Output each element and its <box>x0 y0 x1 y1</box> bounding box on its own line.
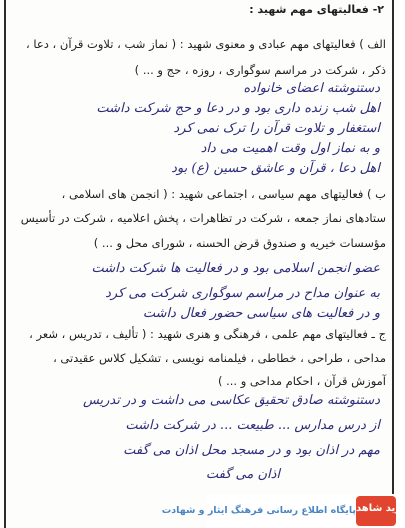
watermark-caption: پایگاه اطلاع رسانی فرهنگ ایثار و شهادت <box>161 505 356 516</box>
section-a-handwritten-line-1: دستنوشته اعضای خانواده <box>243 81 380 96</box>
right-border-line <box>392 0 394 528</box>
section-c-printed-line-3: آموزش قرآن ، احکام مداحی و ... ) <box>217 374 386 388</box>
section-c-handwritten-line-1: دستنوشته صادق تحقیق عکاسی می داشت و در تدریس <box>82 393 380 408</box>
section-c-printed-line-1: ج ـ فعالیتهای مهم علمی ، فرهنگی و هنری شهید : ( تألیف ، تدریس ، شعر ، <box>29 327 386 341</box>
section-b-printed-line-3: مؤسسات خیریه و صندوق قرض الحسنه ، شورای محل و ... ) <box>93 236 386 250</box>
section-c-handwritten-line-2: از درس مدارس ... طبیعت ... در شرکت داشت <box>125 418 380 433</box>
section-a-handwritten-line-2: اهل شب زنده داری بود و در دعا و حج شرکت داشت <box>96 101 380 116</box>
document-heading: ۲- فعالیتهای مهم شهید : <box>249 3 384 16</box>
section-a-printed-line-1: الف ) فعالیتهای مهم عبادی و معنوی شهید : ( نماز شب ، تلاوت قرآن ، دعا ، <box>26 37 386 51</box>
section-c-printed-line-2: مداحی ، طراحی ، خطاطی ، فیلمنامه نویسی ، تشکیل کلاس عقیدتی ، <box>53 351 386 365</box>
section-b-printed-line-2: ستادهای نماز جمعه ، شرکت در تظاهرات ، پخش اعلامیه ، شرکت در تأسیس <box>20 211 386 225</box>
watermark-logo-text: نوید شاهد <box>356 503 405 514</box>
section-a-printed-line-2: ذکر ، شرکت در مراسم سوگواری ، روزه ، حج و ... ) <box>134 63 386 77</box>
section-a-handwritten-line-4: و به نماز اول وقت اهمیت می داد <box>200 141 380 156</box>
section-b-handwritten-line-3: و در فعالیت های سیاسی حضور فعال داشت <box>142 306 380 321</box>
left-border-line <box>4 0 6 528</box>
section-a-handwritten-line-3: استغفار و تلاوت قرآن را ترک نمی کرد <box>173 121 380 136</box>
section-a-handwritten-line-5: اهل دعا ، قرآن و عاشق حسین (ع) بود <box>171 161 380 176</box>
section-c-handwritten-line-4: اذان می گفت <box>205 467 280 482</box>
section-b-handwritten-line-2: به عنوان مداح در مراسم سوگواری شرکت می کرد <box>105 286 380 301</box>
section-c-handwritten-line-3: مهم در اذان بود و در مسجد محل اذان می گفت <box>123 443 380 458</box>
section-b-handwritten-line-1: عضو انجمن اسلامی بود و در فعالیت ها شرکت داشت <box>91 261 380 276</box>
section-b-printed-line-1: ب ) فعالیتهای مهم سیاسی ، اجتماعی شهید : ( انجمن های اسلامی ، <box>61 187 386 201</box>
